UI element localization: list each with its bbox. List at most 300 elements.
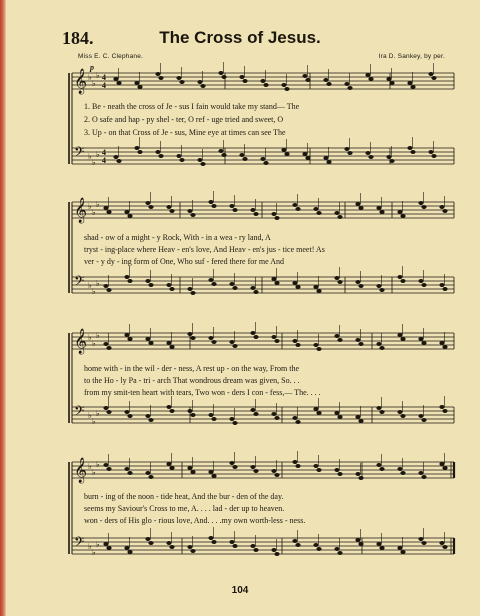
lyric-line: home with - in the wil - der - ness, A rest up - on the way, From the xyxy=(84,365,299,373)
note-head xyxy=(368,155,373,159)
flat-sign: ♭ xyxy=(96,331,100,340)
note-head xyxy=(428,150,433,154)
note-head xyxy=(313,407,318,411)
note-head xyxy=(145,201,150,205)
note-head xyxy=(295,207,300,211)
note-head xyxy=(208,278,213,282)
note-head xyxy=(250,544,255,548)
note-head xyxy=(337,338,342,342)
note-head xyxy=(208,470,213,474)
note-head xyxy=(271,277,276,281)
note-head xyxy=(358,542,363,546)
hymn-number: 184. xyxy=(62,28,94,48)
flat-sign: ♭ xyxy=(92,339,96,348)
note-head xyxy=(166,462,171,466)
note-head xyxy=(229,540,234,544)
note-head xyxy=(242,157,247,161)
note-head xyxy=(239,75,244,79)
note-head xyxy=(295,543,300,547)
note-head xyxy=(439,205,444,209)
note-head xyxy=(127,414,132,418)
note-head xyxy=(418,537,423,541)
note-head xyxy=(316,211,321,215)
note-head xyxy=(376,206,381,210)
note-head xyxy=(274,552,279,556)
note-head xyxy=(347,86,352,90)
note-head xyxy=(400,279,405,283)
note-head xyxy=(355,415,360,419)
note-head xyxy=(232,421,237,425)
note-head xyxy=(232,544,237,548)
note-head xyxy=(313,343,318,347)
note-head xyxy=(379,546,384,550)
note-head xyxy=(127,471,132,475)
note-head xyxy=(421,283,426,287)
note-head xyxy=(127,550,132,554)
note-head xyxy=(305,78,310,82)
flat-sign: ♭ xyxy=(88,73,92,82)
note-head xyxy=(389,159,394,163)
note-head xyxy=(397,210,402,214)
note-head xyxy=(421,475,426,479)
note-head xyxy=(337,551,342,555)
note-head xyxy=(176,76,181,80)
note-head xyxy=(211,540,216,544)
note-head xyxy=(211,204,216,208)
note-head xyxy=(323,78,328,82)
bass-clef: 𝄢 xyxy=(74,534,85,553)
lyricist-credit: Miss E. C. Clephane. xyxy=(78,53,144,60)
flat-sign: ♭ xyxy=(88,462,92,471)
note-head xyxy=(148,541,153,545)
note-head xyxy=(169,545,174,549)
note-head xyxy=(187,545,192,549)
note-head xyxy=(250,408,255,412)
note-head xyxy=(397,410,402,414)
note-head xyxy=(263,83,268,87)
note-head xyxy=(190,549,195,553)
note-head xyxy=(418,337,423,341)
note-head xyxy=(421,341,426,345)
note-head xyxy=(197,158,202,162)
note-head xyxy=(113,155,118,159)
note-head xyxy=(232,465,237,469)
note-head xyxy=(379,410,384,414)
note-head xyxy=(229,461,234,465)
note-head xyxy=(137,150,142,154)
note-head xyxy=(229,282,234,286)
note-head xyxy=(347,151,352,155)
note-head xyxy=(145,471,150,475)
hymn-title: The Cross of Jesus. xyxy=(159,28,321,47)
lyric-line: 2. O safe and hap - py shel - ter, O ref - uge tried and sweet, O xyxy=(84,116,284,124)
note-head xyxy=(358,419,363,423)
note-head xyxy=(145,337,150,341)
note-head xyxy=(379,288,384,292)
note-head xyxy=(103,284,108,288)
note-head xyxy=(355,538,360,542)
note-head xyxy=(271,469,276,473)
note-head xyxy=(400,471,405,475)
note-head xyxy=(274,216,279,220)
note-head xyxy=(421,418,426,422)
note-head xyxy=(316,468,321,472)
note-head xyxy=(221,153,226,157)
flat-sign: ♭ xyxy=(92,79,96,88)
note-head xyxy=(386,77,391,81)
note-head xyxy=(292,339,297,343)
note-head xyxy=(334,468,339,472)
note-head xyxy=(334,276,339,280)
note-head xyxy=(197,80,202,84)
note-head xyxy=(355,338,360,342)
note-head xyxy=(242,79,247,83)
lyric-line: 1. Be - neath the cross of Je - sus I fain would take my stand— The xyxy=(84,103,300,111)
note-head xyxy=(376,284,381,288)
note-head xyxy=(334,334,339,338)
note-head xyxy=(211,282,216,286)
note-head xyxy=(190,213,195,217)
note-head xyxy=(169,209,174,213)
flat-sign: ♭ xyxy=(96,409,100,418)
treble-clef: 𝄞 xyxy=(74,69,88,94)
note-head xyxy=(232,286,237,290)
note-head xyxy=(442,287,447,291)
note-head xyxy=(158,154,163,158)
note-head xyxy=(337,415,342,419)
note-head xyxy=(187,287,192,291)
note-head xyxy=(418,201,423,205)
note-head xyxy=(421,541,426,545)
note-head xyxy=(397,467,402,471)
page-number: 104 xyxy=(231,585,249,596)
note-head xyxy=(400,214,405,218)
note-head xyxy=(250,286,255,290)
note-head xyxy=(274,339,279,343)
note-head xyxy=(400,337,405,341)
note-head xyxy=(326,160,331,164)
flat-sign: ♭ xyxy=(96,200,100,209)
treble-clef: 𝄞 xyxy=(74,198,88,223)
note-head xyxy=(145,537,150,541)
note-head xyxy=(316,411,321,415)
note-head xyxy=(260,157,265,161)
note-head xyxy=(313,207,318,211)
note-head xyxy=(229,417,234,421)
note-head xyxy=(418,414,423,418)
note-head xyxy=(344,147,349,151)
note-head xyxy=(305,156,310,160)
note-head xyxy=(134,81,139,85)
note-head xyxy=(428,72,433,76)
note-head xyxy=(166,405,171,409)
flat-sign: ♭ xyxy=(96,540,100,549)
note-head xyxy=(148,418,153,422)
note-head xyxy=(127,337,132,341)
note-head xyxy=(211,474,216,478)
note-head xyxy=(295,464,300,468)
note-head xyxy=(190,470,195,474)
note-head xyxy=(355,280,360,284)
note-head xyxy=(260,79,265,83)
flat-sign: ♭ xyxy=(88,281,92,290)
note-head xyxy=(355,202,360,206)
note-head xyxy=(263,161,268,165)
note-head xyxy=(253,469,258,473)
note-head xyxy=(221,75,226,79)
note-head xyxy=(431,76,436,80)
note-head xyxy=(190,291,195,295)
note-head xyxy=(208,200,213,204)
dynamic-marking: p xyxy=(90,63,94,72)
flat-sign: ♭ xyxy=(88,152,92,161)
note-head xyxy=(292,203,297,207)
note-head xyxy=(292,281,297,285)
note-head xyxy=(400,550,405,554)
note-head xyxy=(271,335,276,339)
flat-sign: ♭ xyxy=(92,468,96,477)
time-signature-digit: 4 xyxy=(102,156,106,165)
note-head xyxy=(334,211,339,215)
note-head xyxy=(166,341,171,345)
note-head xyxy=(145,279,150,283)
note-head xyxy=(250,331,255,335)
note-head xyxy=(439,541,444,545)
flat-sign: ♭ xyxy=(96,279,100,288)
note-head xyxy=(313,285,318,289)
note-head xyxy=(166,205,171,209)
note-head xyxy=(208,413,213,417)
note-head xyxy=(365,73,370,77)
note-head xyxy=(169,345,174,349)
time-signature-digit: 4 xyxy=(102,148,106,157)
note-head xyxy=(376,342,381,346)
note-head xyxy=(239,153,244,157)
note-head xyxy=(337,472,342,476)
note-head xyxy=(313,543,318,547)
note-head xyxy=(103,342,108,346)
note-head xyxy=(179,80,184,84)
note-head xyxy=(389,81,394,85)
note-head xyxy=(166,541,171,545)
note-head xyxy=(295,285,300,289)
flat-sign: ♭ xyxy=(88,333,92,342)
note-head xyxy=(200,84,205,88)
note-head xyxy=(106,546,111,550)
note-head xyxy=(316,347,321,351)
note-head xyxy=(253,412,258,416)
note-head xyxy=(337,280,342,284)
note-head xyxy=(106,210,111,214)
lyric-line: tryst - ing-place where Heav - en's love, And Heav - en's jus - tice meet! As xyxy=(84,246,325,254)
note-head xyxy=(365,151,370,155)
time-signature-digit: 4 xyxy=(102,73,106,82)
note-head xyxy=(326,82,331,86)
note-head xyxy=(358,342,363,346)
note-head xyxy=(179,158,184,162)
note-head xyxy=(232,208,237,212)
note-head xyxy=(187,409,192,413)
note-head xyxy=(116,159,121,163)
flat-sign: ♭ xyxy=(92,208,96,217)
treble-clef: 𝄞 xyxy=(74,458,88,483)
note-head xyxy=(376,542,381,546)
note-head xyxy=(190,413,195,417)
note-head xyxy=(103,542,108,546)
note-head xyxy=(211,417,216,421)
note-head xyxy=(271,212,276,216)
flat-sign: ♭ xyxy=(88,411,92,420)
note-head xyxy=(148,475,153,479)
note-head xyxy=(106,467,111,471)
note-head xyxy=(253,548,258,552)
note-head xyxy=(358,206,363,210)
note-head xyxy=(187,332,192,336)
note-head xyxy=(148,283,153,287)
note-head xyxy=(407,146,412,150)
note-head xyxy=(302,152,307,156)
bass-clef: 𝄢 xyxy=(74,144,85,163)
note-head xyxy=(106,288,111,292)
note-head xyxy=(295,343,300,347)
flat-sign: ♭ xyxy=(96,150,100,159)
note-head xyxy=(124,410,129,414)
note-head xyxy=(442,345,447,349)
note-head xyxy=(113,77,118,81)
note-head xyxy=(281,83,286,87)
note-head xyxy=(281,148,286,152)
note-head xyxy=(106,346,111,350)
note-head xyxy=(103,463,108,467)
note-head xyxy=(148,341,153,345)
flat-sign: ♭ xyxy=(88,542,92,551)
note-head xyxy=(232,344,237,348)
note-head xyxy=(250,465,255,469)
note-head xyxy=(274,473,279,477)
lyric-line: to the Ho - ly Pa - tri - arch That wondrous dream was given, So. . . xyxy=(84,377,300,385)
flat-sign: ♭ xyxy=(92,158,96,167)
note-head xyxy=(124,210,129,214)
note-head xyxy=(431,154,436,158)
lyric-line: from my smit-ten heart with tears, Two won - ders I con - fess,— The. . . . xyxy=(84,389,321,397)
note-head xyxy=(103,406,108,410)
note-head xyxy=(302,74,307,78)
note-head xyxy=(334,547,339,551)
note-head xyxy=(442,209,447,213)
note-head xyxy=(344,82,349,86)
note-head xyxy=(410,150,415,154)
note-head xyxy=(271,412,276,416)
note-head xyxy=(439,341,444,345)
note-head xyxy=(284,152,289,156)
note-head xyxy=(250,208,255,212)
note-head xyxy=(208,336,213,340)
note-head xyxy=(187,466,192,470)
note-head xyxy=(337,215,342,219)
flat-sign: ♭ xyxy=(96,460,100,469)
flat-sign: ♭ xyxy=(92,548,96,557)
note-head xyxy=(292,460,297,464)
bass-clef: 𝄢 xyxy=(74,273,85,292)
note-head xyxy=(127,279,132,283)
note-head xyxy=(376,406,381,410)
note-head xyxy=(418,471,423,475)
note-head xyxy=(397,275,402,279)
note-head xyxy=(103,206,108,210)
note-head xyxy=(106,410,111,414)
note-head xyxy=(127,214,132,218)
note-head xyxy=(158,76,163,80)
note-head xyxy=(229,340,234,344)
note-head xyxy=(271,548,276,552)
note-head xyxy=(292,416,297,420)
note-head xyxy=(400,414,405,418)
note-head xyxy=(439,283,444,287)
note-head xyxy=(334,411,339,415)
note-head xyxy=(124,546,129,550)
note-head xyxy=(190,336,195,340)
note-head xyxy=(124,275,129,279)
note-head xyxy=(295,420,300,424)
note-head xyxy=(148,205,153,209)
note-head xyxy=(134,146,139,150)
note-head xyxy=(316,289,321,293)
note-head xyxy=(284,87,289,91)
note-head xyxy=(124,333,129,337)
lyric-line: ver - y dy - ing form of One, Who suf - fered there for me And xyxy=(84,258,285,266)
note-head xyxy=(145,414,150,418)
note-head xyxy=(316,547,321,551)
note-head xyxy=(397,546,402,550)
note-head xyxy=(253,335,258,339)
note-head xyxy=(274,416,279,420)
time-signature-digit: 4 xyxy=(102,81,106,90)
note-head xyxy=(218,71,223,75)
note-head xyxy=(379,467,384,471)
note-head xyxy=(208,536,213,540)
lyric-line: burn - ing of the noon - tide heat, And the bur - den of the day. xyxy=(84,493,284,501)
note-head xyxy=(379,346,384,350)
lyric-line: shad - ow of a might - y Rock, With - in a wea - ry land, A xyxy=(84,234,271,242)
note-head xyxy=(166,283,171,287)
note-head xyxy=(439,405,444,409)
flat-sign: ♭ xyxy=(96,71,100,80)
note-head xyxy=(421,205,426,209)
flat-sign: ♭ xyxy=(92,417,96,426)
note-head xyxy=(187,209,192,213)
note-head xyxy=(410,85,415,89)
bass-clef: 𝄢 xyxy=(74,403,85,422)
note-head xyxy=(137,85,142,89)
note-head xyxy=(323,156,328,160)
note-head xyxy=(358,476,363,480)
note-head xyxy=(368,77,373,81)
note-head xyxy=(169,409,174,413)
treble-clef: 𝄞 xyxy=(74,329,88,354)
note-head xyxy=(274,281,279,285)
flat-sign: ♭ xyxy=(88,202,92,211)
note-head xyxy=(439,462,444,466)
note-head xyxy=(229,204,234,208)
note-head xyxy=(155,72,160,76)
note-head xyxy=(169,287,174,291)
note-head xyxy=(442,466,447,470)
lyric-line: seems my Saviour's Cross to me, A. . . . lad - der up to heaven. xyxy=(84,505,285,513)
note-head xyxy=(418,279,423,283)
note-head xyxy=(407,81,412,85)
note-head xyxy=(124,467,129,471)
note-head xyxy=(358,284,363,288)
